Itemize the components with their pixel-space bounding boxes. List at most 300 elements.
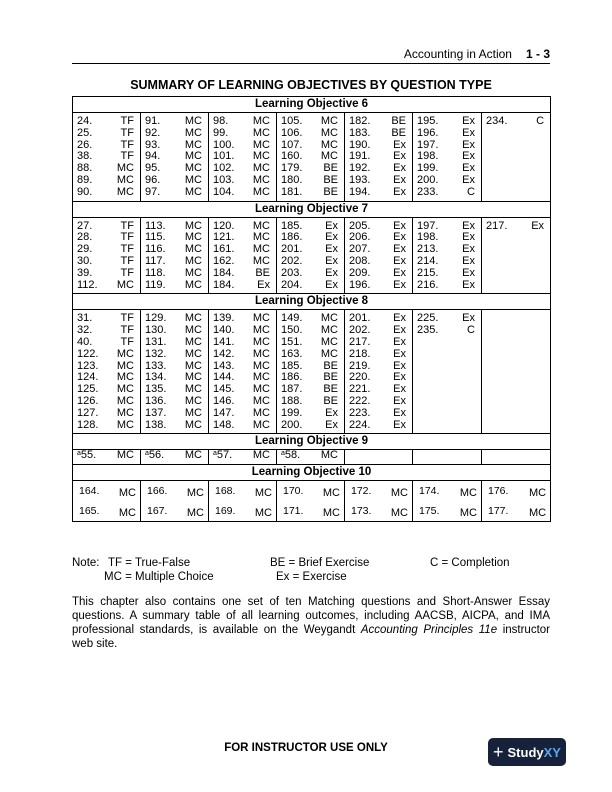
question-number: 219.: [349, 359, 371, 372]
objective-column: [345, 450, 413, 465]
question-type: Ex: [393, 278, 406, 291]
question-type: Ex: [462, 173, 475, 186]
question-number: 174.: [419, 485, 440, 498]
question-number: 143.: [213, 359, 235, 372]
objective-column: [73, 217, 141, 294]
question-number: 204.: [281, 278, 303, 291]
question-entry: [141, 481, 208, 501]
question-number: 164.: [79, 485, 100, 498]
question-entry: [277, 256, 344, 268]
question-number: 169.: [215, 505, 236, 518]
question-type: TF: [120, 254, 134, 267]
studyxy-logo: + StudyXY: [488, 738, 566, 766]
question-entry: $^a$57. MC: [213, 449, 270, 462]
question-entry: [209, 128, 276, 140]
question-type: MC: [252, 335, 270, 348]
question-number: 31.: [77, 312, 93, 325]
question-number: 220.: [349, 371, 371, 384]
question-type: MC: [252, 150, 270, 163]
question-number: 161.: [213, 243, 235, 256]
question-number: 187.: [281, 383, 303, 396]
question-type: Ex: [325, 219, 338, 232]
question-type: Ex: [393, 266, 406, 279]
objective-column: [277, 310, 345, 434]
question-number: 99.: [213, 126, 229, 139]
question-number: 202.: [281, 254, 303, 267]
question-type: C: [467, 185, 475, 198]
question-type: MC: [320, 324, 338, 337]
question-entry: [482, 501, 550, 521]
question-entry: [413, 268, 481, 280]
question-type: Ex: [393, 347, 406, 360]
question-number: 179.: [281, 162, 303, 175]
question-type: MC: [116, 371, 134, 384]
question-type: Ex: [393, 324, 406, 337]
question-number: 188.: [281, 394, 303, 407]
question-number: 146.: [213, 394, 235, 407]
objective-column: [482, 113, 551, 202]
question-type: TF: [120, 150, 134, 163]
question-number: 217.: [349, 335, 371, 348]
question-entry: [209, 408, 276, 420]
question-entry: [345, 187, 412, 199]
question-number: 126.: [77, 394, 99, 407]
question-entry: [277, 501, 344, 521]
question-type: Ex: [393, 394, 406, 407]
question-number: 112.: [77, 278, 98, 291]
question-type: Ex: [462, 150, 475, 163]
question-number: 144.: [213, 371, 235, 384]
question-number: 91.: [145, 115, 161, 127]
question-number: 89.: [77, 173, 93, 186]
legend-tf: TF = True-False: [108, 557, 191, 569]
question-entry: [482, 221, 550, 233]
question-entry: [209, 501, 276, 521]
question-type: MC: [116, 383, 134, 396]
question-type: TF: [120, 138, 134, 151]
question-entry: [209, 337, 276, 349]
question-entry: [277, 396, 344, 408]
question-type: Ex: [325, 254, 338, 267]
question-number: 123.: [77, 359, 99, 372]
question-number: 139.: [213, 312, 235, 325]
question-entry: [277, 337, 344, 349]
question-type: Ex: [462, 162, 475, 175]
question-number: 201.: [349, 312, 371, 325]
question-type: TF: [120, 324, 134, 337]
question-type: TF: [120, 231, 134, 244]
question-entry: [141, 337, 208, 349]
question-type: Ex: [393, 138, 406, 151]
question-type: MC: [184, 418, 202, 431]
question-number: 162.: [213, 254, 235, 267]
objective-column: [413, 450, 482, 465]
question-number: 121.: [213, 231, 235, 244]
objective-column: [73, 481, 141, 522]
objective-column: [345, 217, 413, 294]
objective-column: [209, 113, 277, 202]
question-type: BE: [323, 394, 338, 407]
question-type: MC: [252, 449, 270, 462]
question-type: MC: [118, 487, 136, 500]
footer-text: FOR INSTRUCTOR USE ONLY: [224, 742, 388, 754]
question-type: TF: [120, 312, 134, 325]
question-type: MC: [322, 507, 340, 520]
question-type: MC: [184, 231, 202, 244]
objective-column: [209, 310, 277, 434]
question-type: Ex: [462, 231, 475, 244]
question-entry: [141, 268, 208, 280]
question-entry: [277, 175, 344, 187]
question-entry: [73, 481, 140, 501]
question-type: BE: [391, 115, 406, 127]
question-type: Ex: [325, 231, 338, 244]
question-number: 205.: [349, 219, 371, 232]
question-number: 185.: [281, 359, 303, 372]
question-type: MC: [184, 335, 202, 348]
question-number: 27.: [77, 219, 93, 232]
plus-icon: +: [493, 742, 504, 762]
question-type: MC: [252, 243, 270, 256]
question-type: BE: [255, 266, 270, 279]
question-entry: [345, 280, 412, 292]
question-type: Ex: [462, 254, 475, 267]
question-number: 38.: [77, 150, 93, 163]
question-type: MC: [322, 487, 340, 500]
question-number: 30.: [77, 254, 93, 267]
question-type: C: [467, 324, 475, 337]
question-type: Ex: [462, 312, 475, 325]
question-type: Ex: [257, 278, 270, 291]
question-entry: [345, 396, 412, 408]
question-entry: [141, 396, 208, 408]
objective-column: [345, 113, 413, 202]
question-number: 173.: [351, 505, 372, 518]
question-type: TF: [120, 266, 134, 279]
question-type: Ex: [462, 243, 475, 256]
question-type: MC: [252, 383, 270, 396]
question-entry: [345, 481, 412, 501]
question-type: MC: [116, 394, 134, 407]
question-entry: [141, 420, 208, 432]
question-entry: [345, 501, 412, 521]
question-type: MC: [184, 150, 202, 163]
question-type: MC: [320, 115, 338, 127]
question-type: Ex: [393, 173, 406, 186]
question-number: 192.: [349, 162, 371, 175]
objective-column: [277, 481, 345, 522]
question-number: 102.: [213, 162, 235, 175]
question-number: 58.: [284, 449, 301, 462]
objective-heading: Learning Objective 7: [73, 201, 551, 217]
question-number: 119.: [145, 278, 166, 291]
question-number: 184.: [213, 266, 235, 279]
question-number: 196.: [417, 126, 439, 139]
objective-column: [209, 217, 277, 294]
question-entry: [141, 256, 208, 268]
question-number: 151.: [281, 335, 303, 348]
question-type: BE: [323, 173, 338, 186]
question-number: 96.: [145, 173, 161, 186]
legend-c: C = Completion: [430, 557, 510, 569]
question-number: 56.: [148, 449, 165, 462]
question-number: 106.: [281, 126, 303, 139]
question-number: 193.: [349, 173, 371, 186]
question-number: 214.: [417, 254, 439, 267]
objective-column: [413, 310, 482, 434]
question-type: MC: [254, 507, 272, 520]
question-entry: [209, 481, 276, 501]
question-number: 92.: [145, 126, 161, 139]
objective-column: [482, 310, 551, 434]
question-number: 135.: [145, 383, 167, 396]
question-type: MC: [184, 449, 202, 462]
question-entry: [277, 128, 344, 140]
question-entry: [345, 349, 412, 361]
question-type: Ex: [325, 418, 338, 431]
question-number: 198.: [417, 150, 439, 163]
question-type: MC: [252, 406, 270, 419]
question-type: MC: [118, 507, 136, 520]
question-number: 129.: [145, 312, 167, 325]
question-type: BE: [323, 185, 338, 198]
question-type: MC: [116, 162, 134, 175]
question-number: 202.: [349, 324, 371, 337]
question-type: MC: [252, 231, 270, 244]
question-number: 206.: [349, 231, 371, 244]
question-entry: [345, 128, 412, 140]
question-number: 196.: [349, 278, 371, 291]
question-entry: [413, 175, 481, 187]
question-entry: [413, 325, 481, 337]
question-entry: [73, 408, 140, 420]
question-number: 200.: [281, 418, 303, 431]
question-number: 25.: [77, 126, 93, 139]
question-entry: [209, 256, 276, 268]
question-type: TF: [120, 243, 134, 256]
objective-column: [73, 450, 141, 465]
question-entry: [277, 420, 344, 432]
objective-heading: Learning Objective 8: [73, 294, 551, 310]
question-type: MC: [116, 406, 134, 419]
question-number: 130.: [145, 324, 167, 337]
question-type: Ex: [531, 219, 545, 232]
question-type: MC: [184, 173, 202, 186]
question-number: 190.: [349, 138, 371, 151]
question-number: 234.: [486, 115, 508, 127]
question-type: MC: [116, 359, 134, 372]
question-type: MC: [320, 126, 338, 139]
question-type: Ex: [393, 185, 406, 198]
question-type: MC: [252, 394, 270, 407]
question-type: C: [536, 115, 545, 127]
question-number: 197.: [417, 219, 439, 232]
question-entry: [413, 280, 481, 292]
question-number: 200.: [417, 173, 439, 186]
question-type: Ex: [393, 150, 406, 163]
question-number: 93.: [145, 138, 161, 151]
question-number: 223.: [349, 406, 371, 419]
question-number: 221.: [349, 383, 371, 396]
question-type: Ex: [393, 231, 406, 244]
question-number: 117.: [145, 254, 166, 267]
question-type: MC: [252, 173, 270, 186]
question-entry: [413, 481, 481, 501]
question-type: MC: [184, 383, 202, 396]
question-entry: [73, 396, 140, 408]
question-entry: [209, 187, 276, 199]
question-type: Ex: [393, 162, 406, 175]
question-type: MC: [116, 418, 134, 431]
objective-column: [141, 310, 209, 434]
question-number: 147.: [213, 406, 235, 419]
question-type: MC: [184, 324, 202, 337]
question-type: MC: [252, 347, 270, 360]
objective-column: [345, 310, 413, 434]
question-type: Ex: [393, 418, 406, 431]
question-number: 207.: [349, 243, 371, 256]
book-title: Accounting Principles 11e: [360, 624, 498, 636]
question-number: 29.: [77, 243, 93, 256]
question-type: Ex: [393, 406, 406, 419]
question-type: MC: [184, 406, 202, 419]
question-type: BE: [391, 126, 406, 139]
page-title: SUMMARY OF LEARNING OBJECTIVES BY QUESTION TYPE: [130, 78, 492, 92]
question-entry: [345, 175, 412, 187]
question-number: 101.: [213, 150, 235, 163]
question-type: MC: [252, 418, 270, 431]
question-type: TF: [120, 115, 134, 127]
question-number: 55.: [80, 449, 97, 462]
question-type: MC: [116, 278, 134, 291]
question-number: 195.: [417, 115, 439, 127]
question-number: 176.: [488, 485, 509, 498]
objective-heading: Learning Objective 10: [73, 465, 551, 481]
objective-column: [73, 113, 141, 202]
question-entry: [345, 420, 412, 432]
question-type: MC: [528, 507, 547, 520]
question-entry: [73, 256, 140, 268]
question-number: 167.: [147, 505, 168, 518]
question-type: Ex: [393, 243, 406, 256]
question-number: 134.: [145, 371, 167, 384]
question-number: 136.: [145, 394, 167, 407]
question-number: 181.: [281, 185, 303, 198]
objective-column: [277, 113, 345, 202]
question-entry: $^a$55. MC: [77, 449, 134, 462]
question-entry: [73, 187, 140, 199]
question-type: MC: [252, 371, 270, 384]
question-type: MC: [320, 335, 338, 348]
question-entry: [141, 175, 208, 187]
question-number: 115.: [145, 231, 166, 244]
question-number: 201.: [281, 243, 303, 256]
question-number: 184.: [213, 278, 235, 291]
question-type: MC: [252, 138, 270, 151]
question-type: Ex: [325, 243, 338, 256]
question-type: Ex: [462, 126, 475, 139]
question-type: MC: [252, 185, 270, 198]
question-number: 39.: [77, 266, 93, 279]
question-number: 233.: [417, 185, 439, 198]
question-type: MC: [184, 138, 202, 151]
question-number: 199.: [417, 162, 439, 175]
question-type: MC: [186, 507, 204, 520]
question-type: Ex: [325, 406, 338, 419]
question-number: 116.: [145, 243, 166, 256]
question-entry: $^a$58. MC: [281, 449, 338, 462]
question-type: Ex: [393, 335, 406, 348]
question-type: MC: [184, 162, 202, 175]
question-type: Ex: [462, 115, 475, 127]
question-number: 165.: [79, 505, 100, 518]
question-number: 137.: [145, 406, 167, 419]
question-number: 40.: [77, 335, 93, 348]
question-type: Ex: [462, 138, 475, 151]
question-type: MC: [320, 138, 338, 151]
question-entry: [277, 268, 344, 280]
question-entry: [413, 187, 481, 199]
question-type: MC: [252, 312, 270, 325]
question-type: Ex: [325, 278, 338, 291]
question-type: MC: [252, 324, 270, 337]
objective-column: [277, 450, 345, 465]
question-number: 145.: [213, 383, 235, 396]
question-type: MC: [320, 449, 338, 462]
question-number: 180.: [281, 173, 303, 186]
question-number: 150.: [281, 324, 303, 337]
question-type: MC: [116, 449, 134, 462]
chapter-note-paragraph: This chapter also contains one set of ten Matching questions and Short-Answer Essay questions. A summary table of all learning outcomes, including AACSB, AICPA, and IMA professional standards, is available on the Weygandt Accounting Principles 11e instructor web site.: [72, 596, 550, 650]
question-number: 213.: [417, 243, 439, 256]
question-type: Ex: [393, 254, 406, 267]
question-type: Ex: [393, 219, 406, 232]
question-type: BE: [323, 371, 338, 384]
question-type: MC: [254, 487, 272, 500]
question-type: MC: [390, 487, 408, 500]
question-type: MC: [184, 243, 202, 256]
question-type: MC: [184, 115, 202, 127]
question-number: 197.: [417, 138, 439, 151]
question-number: 88.: [77, 162, 93, 175]
question-number: 100.: [213, 138, 235, 151]
question-type: MC: [252, 162, 270, 175]
question-entry: [141, 128, 208, 140]
question-type: Ex: [462, 266, 475, 279]
question-number: 57.: [216, 449, 233, 462]
objective-column: [413, 481, 482, 522]
question-number: 194.: [349, 185, 371, 198]
objective-column: [277, 217, 345, 294]
question-number: 122.: [77, 347, 99, 360]
question-number: 175.: [419, 505, 440, 518]
question-type: MC: [184, 185, 202, 198]
question-entry: [141, 280, 208, 292]
legend-be: BE = Brief Exercise: [270, 557, 370, 569]
question-type: MC: [320, 150, 338, 163]
question-entry: [141, 187, 208, 199]
question-type: Ex: [393, 359, 406, 372]
objective-column: [413, 113, 482, 202]
question-number: 183.: [349, 126, 371, 139]
question-number: 142.: [213, 347, 235, 360]
question-number: 148.: [213, 418, 235, 431]
question-type: Ex: [325, 266, 338, 279]
question-type: MC: [186, 487, 204, 500]
question-entry: [345, 337, 412, 349]
objective-column: [73, 310, 141, 434]
question-number: 113.: [145, 219, 166, 232]
